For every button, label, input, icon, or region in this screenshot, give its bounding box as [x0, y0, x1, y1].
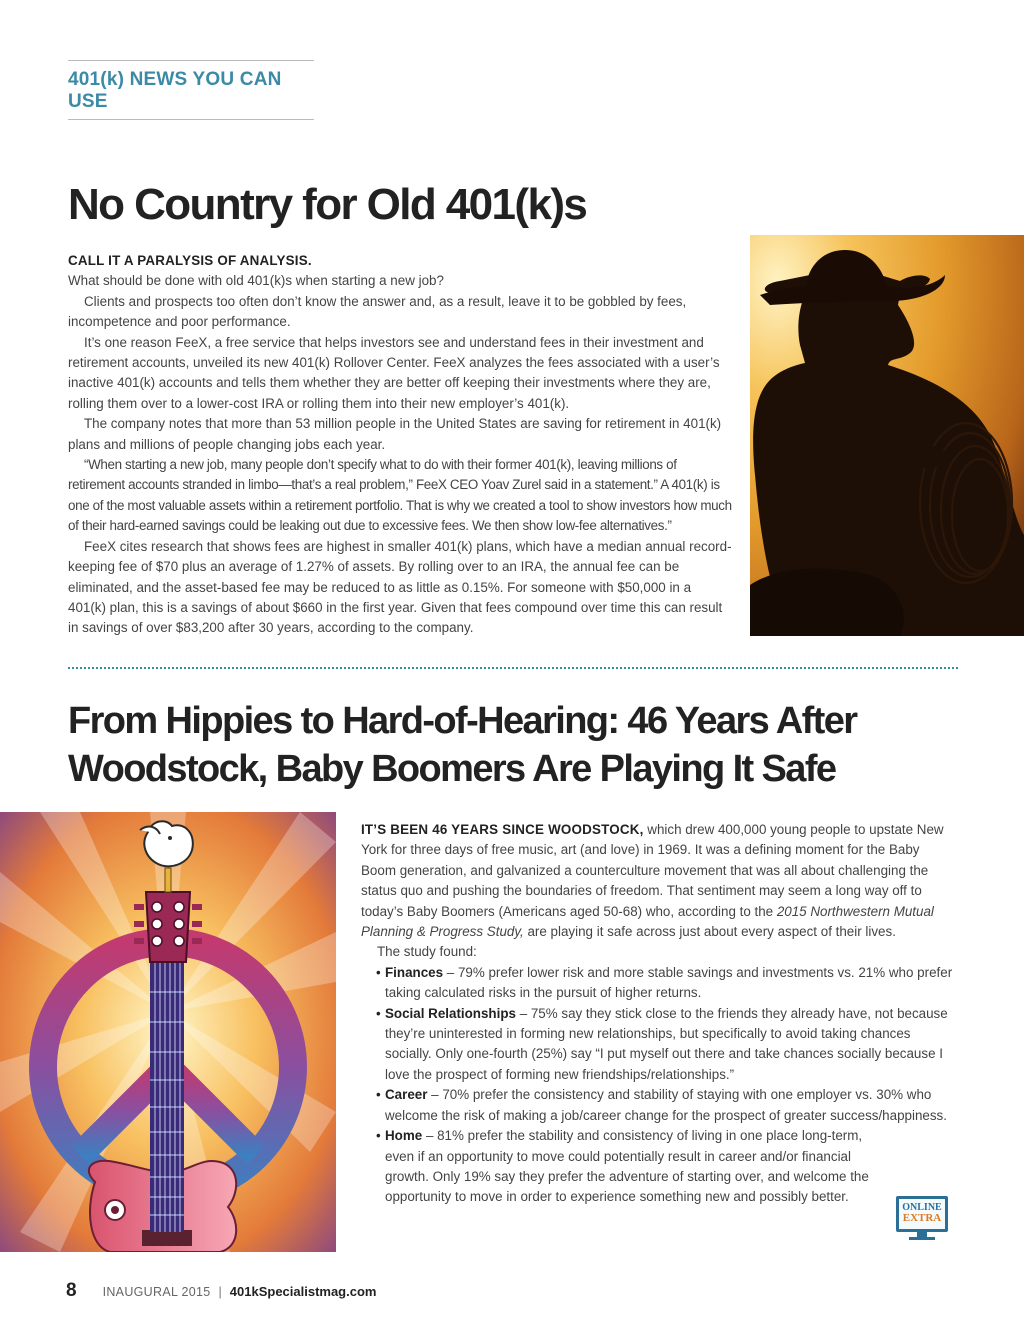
- online-extra-line2: EXTRA: [902, 1212, 942, 1224]
- monitor-icon: [896, 1196, 948, 1232]
- article1-title: No Country for Old 401(k)s: [68, 180, 587, 229]
- monitor-base: [909, 1237, 935, 1240]
- article2-intro-text-a: which drew 400,000 young people to upstate New York for three days of free music, art (and love) in 1969. It was a defining moment for the Baby Boom generation, and galvanized a counterculture movement that was all about challenging the status quo and pushing the boundaries of freedom. That sentiment may seem a long way off to today’s Baby Boomers (Americans aged 50-68) who, according to the: [361, 822, 944, 919]
- article2-title: From Hippies to Hard-of-Hearing: 46 Years After Woodstock, Baby Boomers Are Playing It Safe: [68, 700, 857, 790]
- section-label-box: [68, 60, 314, 120]
- finding-item-home: [376, 1126, 957, 1208]
- section-divider: [68, 667, 958, 669]
- article2-study-name: 2015 Northwestern Mutual Planning & Progress Study,: [361, 903, 934, 940]
- article1-paragraph: The company notes that more than 53 million people in the United States are saving for retirement in 401(k) plans and millions of people changing jobs each year.: [68, 416, 722, 452]
- section-label: 401(k) NEWS YOU CAN USE: [68, 69, 282, 112]
- online-extra-line1: ONLINE: [902, 1202, 942, 1213]
- website-link[interactable]: 401kSpecialistmag.com: [229, 1284, 377, 1299]
- finding-text: – 75% say they stick close to the friends they already have, not because they’re uninterested in forming new relationships, but specifically to avoid taking chances socially. Only one-fourth (25%) say “I put myself out there and take chances socially because I love the prospect of forming new friendships/relationships.”: [385, 1005, 948, 1082]
- finding-head: Home: [385, 1128, 423, 1144]
- footer-separator: |: [218, 1285, 222, 1299]
- article1-paragraph: What should be done with old 401(k)s when starting a new job?: [68, 273, 444, 289]
- article1-paragraph: It’s one reason FeeX, a free service that helps investors see and understand fees in their investment and retirement accounts, unveiled its new 401(k) Rollover Center. FeeX analyzes the fees associated with a user’s inactive 401(k) accounts and tells them whether they are better off keeping their investments where they are, rolling them over to a lower-cost IRA or rolling them into their new employer’s 401(k).: [68, 334, 720, 411]
- finding-text: – 81% prefer the stability and consistency of living in one place long-term, even if an opportunity to move could potentially result in career and/or financial growth. Only 19% say they prefer the adventure of starting over, and welcome the opportunity to move in order to experience something new and possibly better.: [385, 1128, 869, 1205]
- article2-study-found: The study found:: [377, 944, 477, 960]
- findings-list: [361, 963, 957, 1208]
- article2-intro-text-b: are playing it safe across just about every aspect of their lives.: [523, 924, 896, 940]
- article2-intro: [361, 820, 957, 942]
- finding-text: – 79% prefer lower risk and more stable savings and investments vs. 21% who prefer taking calculated risks in the pursuit of higher returns.: [385, 964, 953, 1001]
- article2-body: [361, 820, 957, 1208]
- online-extra-icon[interactable]: [896, 1196, 948, 1242]
- article1-lead-caps: CALL IT A PARALYSIS OF ANALYSIS.: [68, 253, 312, 268]
- article1-paragraph: Clients and prospects too often don’t know the answer and, as a result, leave it to be gobbled by fees, incompetence and poor performance.: [68, 293, 687, 330]
- peace-guitar-illustration: [0, 812, 336, 1252]
- finding-head: Social Relationships: [385, 1005, 516, 1021]
- article1-lead: [68, 251, 732, 271]
- finding-item-social: [376, 1004, 957, 1086]
- article2-lead-caps: IT’S BEEN 46 YEARS SINCE WOODSTOCK,: [361, 822, 644, 837]
- finding-head: Finances: [385, 964, 444, 980]
- finding-head: Career: [385, 1087, 428, 1103]
- finding-item-finances: [376, 963, 957, 1004]
- page-number: 8: [66, 1280, 77, 1301]
- article1-quote-paragraph: “When starting a new job, many people don’t specify what to do with their former 401(k), leaving millions of retirement accounts stranded in limbo—that’s a real problem,” FeeX CEO Yoav Zurel said in a statement.” A 401(k) is one of the most valuable assets within a retirement portfolio. That is why we created a tool to show investors how much of their hard-earned savings could be leaking out due to excessive fees. We then show low-fee alternatives.”: [68, 457, 732, 534]
- finding-item-career: [376, 1085, 957, 1126]
- page-footer: [66, 1280, 376, 1304]
- cowboy-silhouette-photo: [750, 235, 1024, 636]
- issue-label: INAUGURAL 2015: [102, 1285, 211, 1299]
- article1-body: [68, 251, 732, 639]
- finding-text: – 70% prefer the consistency and stability of staying with one employer vs. 30% who welcome the risk of making a job/career change for the prospect of greater success/happiness.: [385, 1087, 947, 1123]
- article1-paragraph: FeeX cites research that shows fees are highest in smaller 401(k) plans, which have a median annual record-keeping fee of $70 plus an average of 1.27% of assets. By rolling over to an IRA, the annual fee can be eliminated, and the asset-based fee may be reduced to as little as 0.15%. For someone with $50,000 in a 401(k) plan, this is a savings of about $660 in the first year. Given that fees compound over time this can result in savings of over $83,200 after 30 years, according to the company.: [68, 538, 732, 636]
